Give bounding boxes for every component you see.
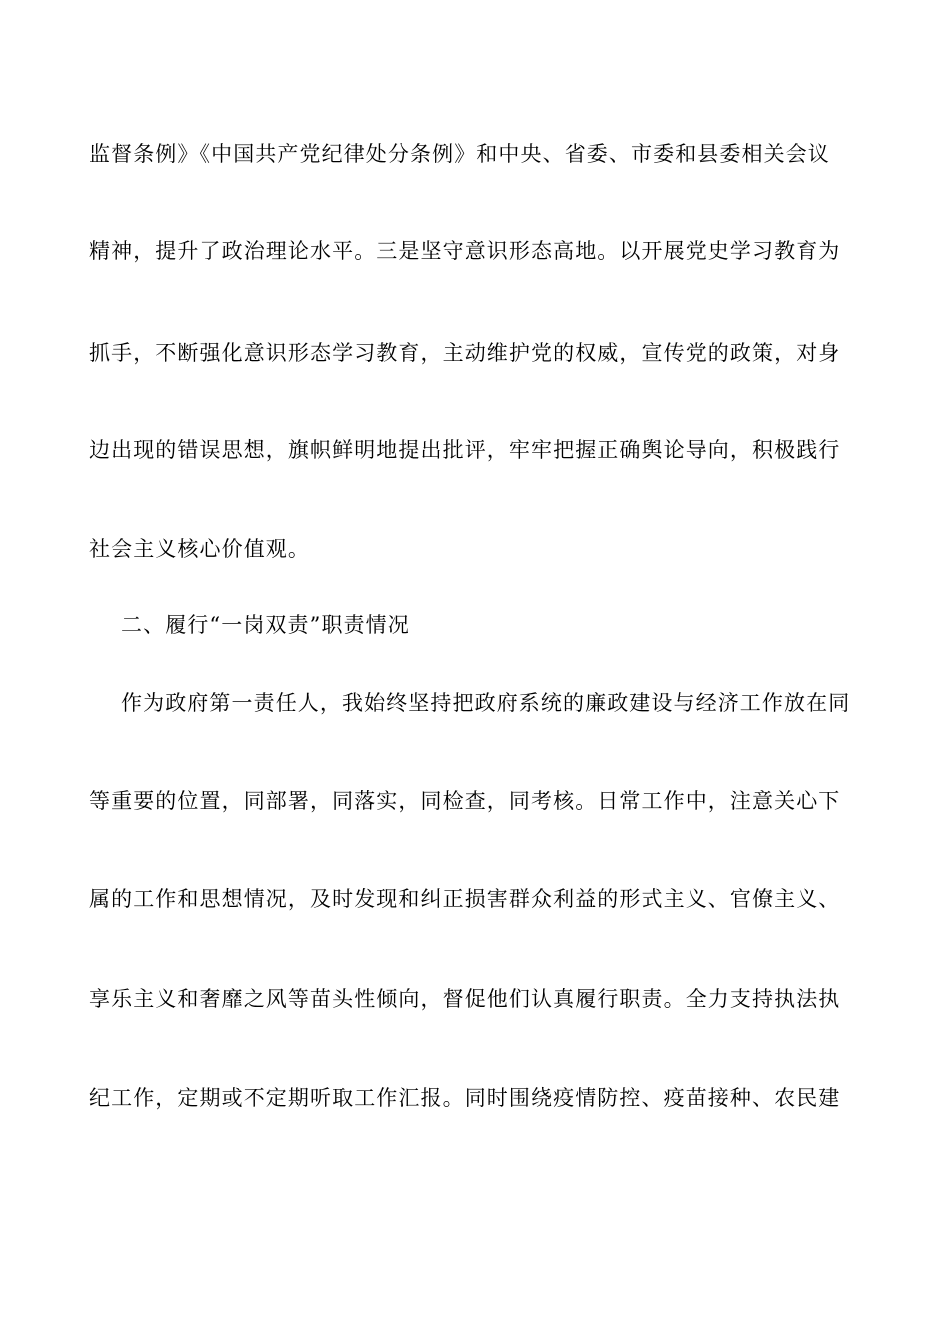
text-line: 精神，提升了政治理论水平。三是坚守意识形态高地。以开展党史学习教育为 [89,239,841,263]
text-line: 属的工作和思想情况，及时发现和纠正损害群众利益的形式主义、官僚主义、 [89,887,841,911]
text-line: 社会主义核心价值观。 [89,537,310,561]
text-line: 作为政府第一责任人，我始终坚持把政府系统的廉政建设与经济工作放在同 [121,691,851,715]
section-heading: 二、履行“一岗双责”职责情况 [121,613,410,637]
text-line: 享乐主义和奢靡之风等苗头性倾向，督促他们认真履行职责。全力支持执法执 [89,987,841,1011]
text-line: 监督条例》《中国共产党纪律处分条例》和中央、省委、市委和县委相关会议 [89,142,830,166]
text-line: 边出现的错误思想，旗帜鲜明地提出批评，牢牢把握正确舆论导向，积极践行 [89,438,841,462]
text-line: 抓手，不断强化意识形态学习教育，主动维护党的权威，宣传党的政策，对身 [89,341,841,365]
text-line: 等重要的位置，同部署，同落实，同检查，同考核。日常工作中，注意关心下 [89,789,841,813]
text-line: 纪工作，定期或不定期听取工作汇报。同时围绕疫情防控、疫苗接种、农民建 [89,1086,841,1110]
